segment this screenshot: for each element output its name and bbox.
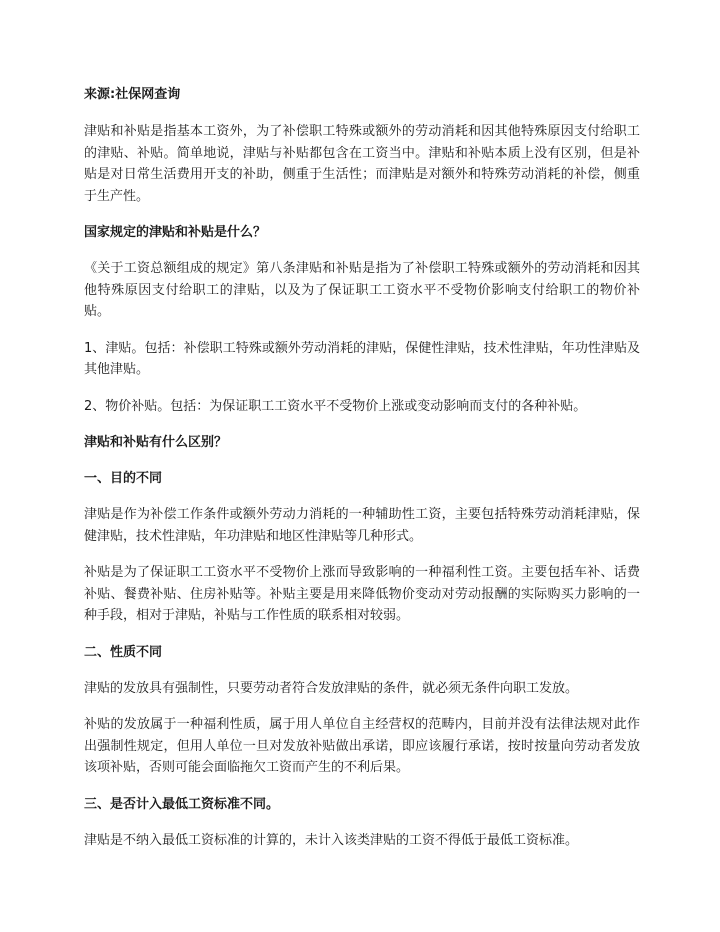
section-heading-national-rules: 国家规定的津贴和补贴是什么？ — [84, 225, 267, 240]
nature-allowance-paragraph: 津贴的发放具有强制性，只要劳动者符合发放津贴的条件，就必须无条件向职工发放。 — [84, 680, 579, 696]
nature-subsidy-paragraph: 补贴的发放属于一种福利性质，属于用人单位自主经营权的范畴内，目前并没有法律法规对此作出强制性规定，但用人单位一旦对发放补贴做出承诺，即应该履行承诺，按时按量向劳动者发放该项补贴，否则可能会面临拖欠工资而产生的不利后果。 — [84, 717, 640, 775]
purpose-subsidy-paragraph: 补贴是为了保证职工工资水平不受物价上涨而导致影响的一种福利性工资。主要包括车补、话费补贴、餐费补贴、住房补贴等。补贴主要是用来降低物价变动对劳动报酬的实际购买力影响的一种手段，相对于津贴，补贴与工作性质的联系相对较弱。 — [84, 565, 640, 623]
list-item-allowance: 1、津贴。包括：补偿职工特殊或额外劳动消耗的津贴，保健性津贴，技术性津贴，年功性津贴及其他津贴。 — [84, 340, 640, 377]
subheading-minimum-wage: 三、是否计入最低工资标准不同。 — [84, 796, 280, 812]
intro-paragraph: 津贴和补贴是指基本工资外，为了补偿职工特殊或额外的劳动消耗和因其他特殊原因支付给职工的津贴、补贴。简单地说，津贴与补贴都包含在工资当中。津贴和补贴本质上没有区别，但是补贴是对日常生活费用开支的补助，侧重于生活性；而津贴是对额外和特殊劳动消耗的补偿，侧重于生产性。 — [84, 124, 640, 204]
section-heading-differences: 津贴和补贴有什么区别？ — [84, 435, 228, 450]
regulation-paragraph: 《关于工资总额组成的规定》第八条津贴和补贴是指为了补偿职工特殊或额外的劳动消耗和因其他特殊原因支付给职工的津贴，以及为了保证职工工资水平不受物价影响支付给职工的物价补贴。 — [84, 261, 640, 319]
subheading-nature: 二、性质不同 — [84, 644, 163, 660]
minimum-wage-paragraph: 津贴是不纳入最低工资标准的计算的，未计入该类津贴的工资不得低于最低工资标准。 — [84, 832, 579, 848]
purpose-allowance-paragraph: 津贴是作为补偿工作条件或额外劳动力消耗的一种辅助性工资，主要包括特殊劳动消耗津贴，保健津贴，技术性津贴，年功津贴和地区性津贴等几种形式。 — [84, 507, 640, 544]
list-item-price-subsidy: 2、物价补贴。包括：为保证职工工资水平不受物价上涨或变动影响而支付的各种补贴。 — [84, 398, 587, 414]
source-line: 来源:社保网查询 — [84, 87, 181, 102]
subheading-purpose: 一、目的不同 — [84, 471, 163, 486]
article-body — [84, 84, 640, 866]
